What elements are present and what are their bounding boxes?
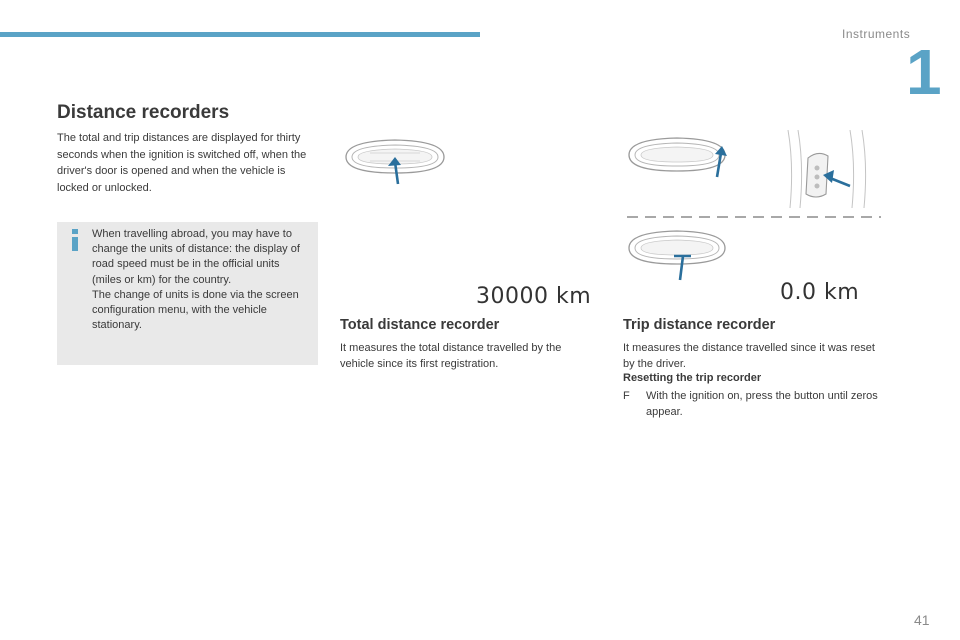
page-number: 41 <box>914 612 930 628</box>
trip-recorder-title: Trip distance recorder <box>623 317 776 333</box>
section-title: Instruments <box>842 27 911 41</box>
reset-trip-label: Resetting the trip recorder <box>623 372 762 384</box>
total-recorder-title: Total distance recorder <box>340 317 500 333</box>
info-text-2: The change of units is done via the screen configuration menu, with the vehicle stationary. <box>92 288 299 332</box>
total-odometer-reading: 30000 km <box>476 284 592 309</box>
intro-paragraph: The total and trip distances are displayed for thirty seconds when the ignition is switched off, when the driver's door is opened and when the vehicle is locked or unlocked. <box>57 132 307 194</box>
total-recorder-text: It measures the total distance travelled by the vehicle since its first registration. <box>340 342 562 370</box>
info-box <box>57 222 318 365</box>
info-text-1: When travelling abroad, you may have to change the units of distance: the display of road speed must be in the official units (miles or km) for the country. <box>92 228 300 286</box>
reset-step <box>623 388 903 422</box>
step-text: With the ignition on, press the button until zeros appear. <box>646 390 878 418</box>
header-accent-bar <box>0 32 480 37</box>
trip-odometer-reading: 0.0 km <box>780 280 860 305</box>
instrument-panel-illustration-trip <box>625 133 735 183</box>
info-text <box>92 227 307 333</box>
page-title: Distance recorders <box>57 102 230 123</box>
trip-recorder-text: It measures the distance travelled since it was reset by the driver. <box>623 342 875 370</box>
dashed-divider <box>625 214 883 220</box>
instrument-panel-illustration-trip-reset <box>625 228 735 283</box>
chapter-number: 1 <box>906 36 942 108</box>
reset-button-illustration <box>780 130 875 210</box>
instrument-panel-illustration-total <box>340 135 450 190</box>
step-marker: F <box>623 390 630 402</box>
info-icon <box>71 229 79 251</box>
